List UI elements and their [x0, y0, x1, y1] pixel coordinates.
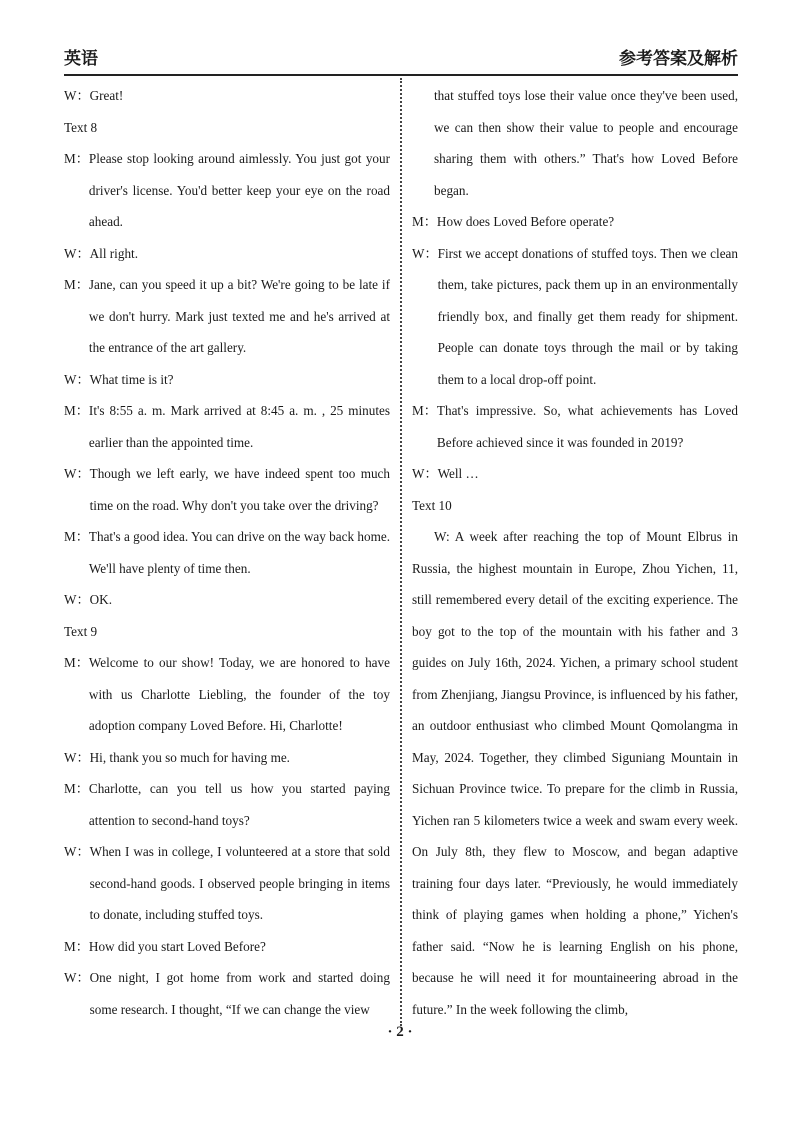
speaker-label: W：: [64, 592, 90, 607]
speaker-label: W：: [412, 245, 438, 261]
speaker-label: M：: [64, 938, 89, 954]
dialog-line: [64, 836, 390, 931]
subject-label: 英语: [64, 49, 98, 69]
dialog-line: [64, 647, 390, 742]
section-label: Text 9: [64, 623, 98, 639]
right-column: [412, 80, 738, 1025]
dialog-line: [412, 238, 738, 396]
dialog-line: [64, 364, 390, 396]
speaker-label: M：: [64, 277, 89, 292]
dialog-line: [64, 742, 390, 774]
dialog-line: [64, 773, 390, 836]
dialog-line: [64, 521, 390, 584]
dialog-line: [64, 584, 390, 616]
speaker-label: W：: [64, 88, 90, 103]
speaker-label: W：: [412, 466, 438, 481]
continued-text: that stuffed toys lose their value once they've been used, we can then show their value to people and encourage sharing them with others.” That's how Loved Before began.: [434, 88, 738, 198]
dialog-text: Welcome to our show! Today, we are honored to have with us Charlotte Liebling, the founder of the toy adoption company Loved Before. Hi, Charlotte!: [88, 655, 390, 733]
document-title: 参考答案及解析: [619, 49, 738, 69]
dialog-line: [64, 962, 390, 1025]
narrative-paragraph: W: A week after reaching the top of Mount Elbrus in Russia, the highest mountain in Europe, Zhou Yichen, 11, still remembered every detail of the exciting experience. The boy got to the top of the mountain with his father and 3 guides on July 16th, 2024. Yichen, a primary school student from Zhenjiang, Jiangsu Province, is influenced by his father, an outdoor enthusiast who climbed Mount Qomolangma in May, 2024. Together, they climbed Siguniang Mountain in Sichuan Province twice. To prepare for the climb in Russia, Yichen ran 5 kilometers twice a week and swam every week. On July 8th, they flew to Moscow, and began adaptive training four days later. “Previously, he would immediately think of playing games when holding a phone,” Yichen's father said. “Now he is learning English on his phone, because he will need it for mountaineering abroad in the future.” In the week following the climb,: [412, 529, 738, 1017]
dialog-line: [64, 458, 390, 521]
speaker-label: W：: [64, 844, 90, 859]
dialog-text: How does Loved Before operate?: [436, 214, 615, 229]
dialog-text: OK.: [89, 592, 112, 607]
dialog-text: That's a good idea. You can drive on the way back home. We'll have plenty of time then.: [88, 529, 390, 576]
dialog-text: All right.: [89, 245, 138, 261]
speaker-label: W：: [64, 466, 90, 481]
dialog-line: [412, 206, 738, 238]
speaker-label: M：: [64, 655, 89, 670]
dialog-text: One night, I got home from work and started doing some research. I thought, “If we can change the view: [89, 970, 390, 1017]
speaker-label: M：: [64, 151, 89, 166]
dialog-text: Hi, thank you so much for having me.: [89, 749, 290, 765]
dialog-line: [412, 395, 738, 458]
speaker-label: W：: [64, 371, 90, 387]
dialog-text: Well …: [437, 466, 479, 481]
page-number: · 2 ·: [387, 1024, 413, 1040]
dialog-text: Though we left early, we have indeed spent too much time on the road. Why don't you take over the driving?: [89, 466, 390, 513]
speaker-label: W：: [64, 245, 90, 261]
speaker-label: M：: [412, 403, 437, 418]
speaker-label: W：: [64, 749, 90, 765]
dialog-line: [64, 269, 390, 364]
dialog-line: [64, 931, 390, 963]
dialog-line: [64, 395, 390, 458]
dialog-text: First we accept donations of stuffed toys. Then we clean them, take pictures, pack them up in an environmentally friendly box, and finally get them ready for shipment. People can donate toys through the mail or by taking them to a local drop-off point.: [437, 245, 738, 387]
speaker-label: M：: [64, 403, 89, 418]
dialog-text: What time is it?: [89, 371, 174, 387]
dialog-text: It's 8:55 a. m. Mark arrived at 8:45 a. m. , 25 minutes earlier than the appointed time.: [88, 403, 390, 450]
dialog-text: Jane, can you speed it up a bit? We're going to be late if we don't hurry. Mark just texted me and he's arrived at the entrance of the art gallery.: [88, 277, 390, 355]
speaker-label: W：: [64, 970, 90, 985]
page-header: [64, 40, 738, 76]
section-label: Text 10: [412, 497, 452, 513]
dialog-text: When I was in college, I volunteered at a store that sold second-hand goods. I observed people bringing in items to donate, including stuffed toys.: [89, 844, 390, 922]
dialog-text: Great!: [89, 88, 124, 103]
speaker-label: M：: [64, 529, 89, 544]
dialog-line: [412, 458, 738, 490]
dialog-text: Please stop looking around aimlessly. You just got your driver's license. You'd better keep your eye on the road ahead.: [88, 151, 390, 229]
speaker-label: M：: [412, 214, 437, 229]
dialog-line: [64, 238, 390, 270]
section-label: Text 8: [64, 119, 98, 135]
speaker-label: M：: [64, 781, 89, 796]
dialog-line: [64, 143, 390, 238]
left-column: [64, 80, 390, 1025]
column-divider: [400, 78, 402, 1026]
dialog-text: That's impressive. So, what achievements has Loved Before achieved since it was founded in 2019?: [436, 403, 738, 450]
dialog-text: How did you start Loved Before?: [88, 938, 266, 954]
dialog-text: Charlotte, can you tell us how you started paying attention to second-hand toys?: [88, 781, 390, 828]
dialog-line: [64, 80, 390, 112]
